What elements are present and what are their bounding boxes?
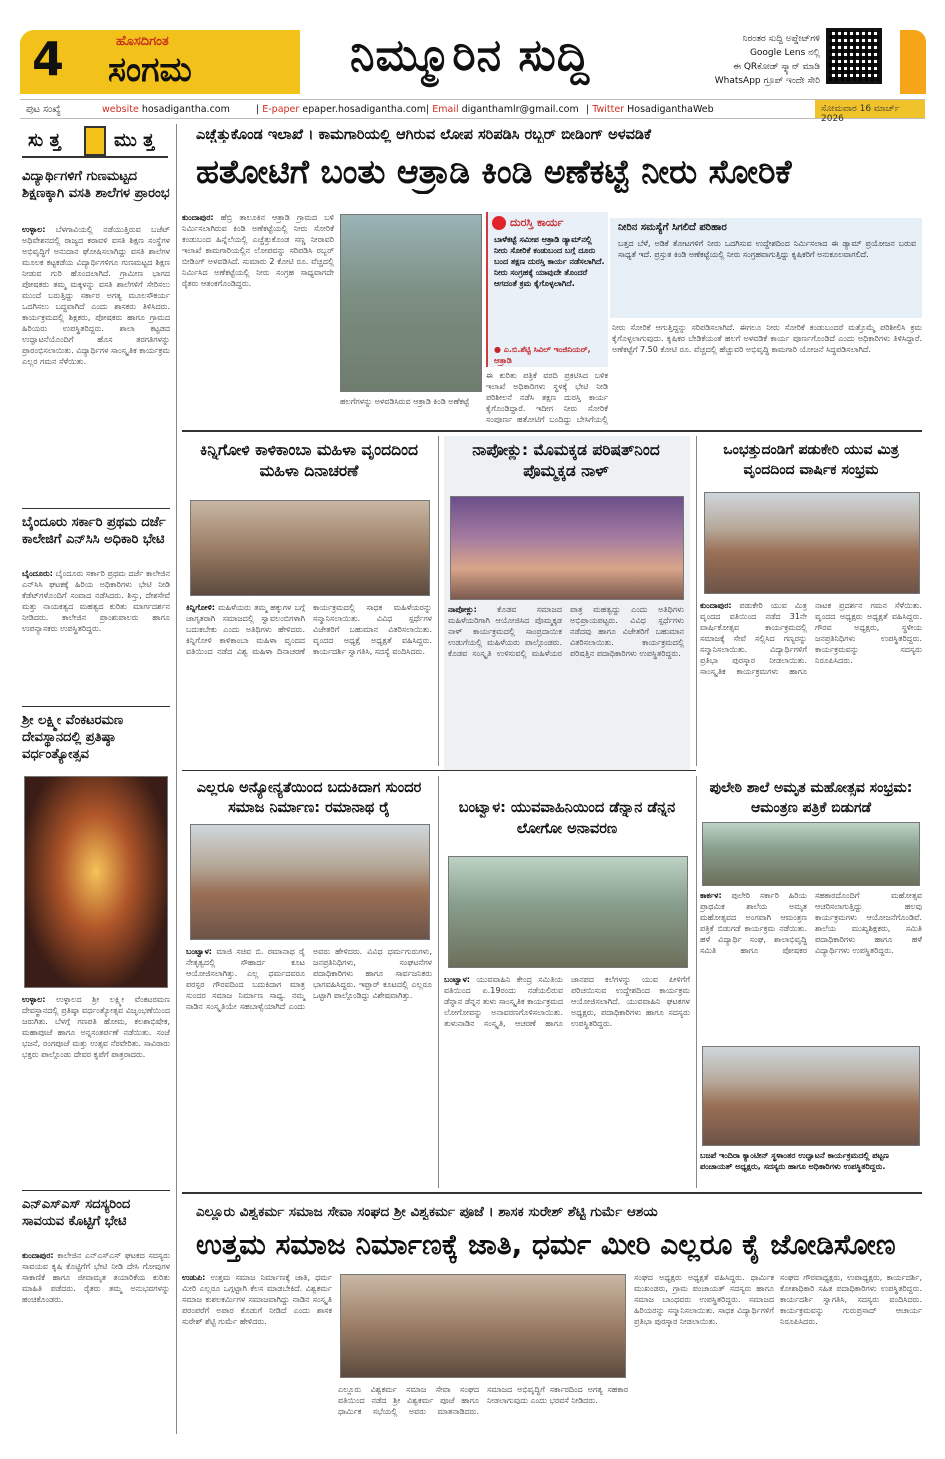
column-divider xyxy=(696,776,697,1188)
email-label: Email xyxy=(432,104,459,115)
pull-quote-author: ● ಎ.ಬಿ.ಶೆಟ್ಟಿ ಸಿವಿಲ್ ಇಂಜಿನಿಯರ್, ಆತ್ರಾಡಿ xyxy=(494,345,591,365)
dateline: ಬಂಟ್ವಾಳ: xyxy=(444,975,470,984)
article-text: ಪುಲೇಠಿ ಸರ್ಕಾರಿ ಹಿರಿಯ ಪ್ರಾಥಮಿಕ ಶಾಲೆಯ ಅಮೃತ ಮಹೋತ್ಸವದ ಅಂಗವಾಗಿ ಆಮಂತ್ರಣ ಪತ್ರಿಕೆ ಬಿಡುಗಡೆ ಕಾರ್ಯಕ್ರಮ ನಡೆಯಿತು. ಹಳೆ ವಿದ್ಯಾರ್ಥಿ ಸಂಘ, ಶಾಲಾಭಿವೃದ್ಧಿ ಸಮಿತಿ ಹಾಗೂ ಪೋಷಕರ ಸಹಕಾರದೊಂದಿಗೆ ಮಹೋತ್ಸವ ಆಚರಿಸಲಾಗುತ್ತಿದ್ದು ಹಲವು ಕಾರ್ಯಕ್ರಮಗಳು ಆಯೋಜನೆಗೊಂಡಿವೆ. ಶಾಲೆಯ ಮುಖ್ಯಶಿಕ್ಷಕರು, ಸಮಿತಿ ಪದಾಧಿಕಾರಿಗಳು ಹಾಗೂ ಹಳೆ ವಿದ್ಯಾರ್ಥಿಗಳು ಉಪಸ್ಥಿತರಿದ್ದರು. xyxy=(700,891,922,955)
article-denna xyxy=(444,974,690,1186)
section-header-suttamutta xyxy=(22,124,168,158)
epaper-link[interactable]: | E-paper epaper.hosadigantha.com xyxy=(256,104,426,115)
email-link[interactable]: | Email diganthamlr@gmail.com xyxy=(426,104,579,115)
website-link[interactable] xyxy=(102,104,230,115)
bottom-article-col1 xyxy=(182,1272,332,1432)
door-icon xyxy=(84,126,106,156)
qr-line-3: ಈ QRಕೋಡ್ ಸ್ಕ್ಯಾನ್ ಮಾಡಿ xyxy=(733,62,820,72)
side-info-text: ಬತ್ತದ ಬೆಳೆ, ಅಡಿಕೆ ತೋಟಗಳಿಗೆ ನೀರು ಒದಗಿಸುವ ಉದ್ದೇಶದಿಂದ ನಿರ್ಮಿಸಲಾದ ಈ ಡ್ಯಾಮ್ ಪ್ರಯೋಜನ ಬರುವ ಸಾಧ್ಯತೆ ಇದೆ. ಪ್ರಸ್ತುತ ಕಿಂಡಿ ಅಣೆಕಟ್ಟೆಯಲ್ಲಿ ನೀರು ಸಂಗ್ರಹವಾಗುತ್ತಿದ್ದು ಕೃಷಿಕರಿಗೆ ಅನುಕೂಲವಾಗಲಿದೆ. xyxy=(618,239,916,259)
dateline: ಕುಂದಾಪುರ: xyxy=(700,601,732,610)
dateline: ಕುಂದಾಪುರ: xyxy=(182,213,214,222)
denna-photo xyxy=(448,856,688,968)
bottom-article-col2: ಎಲ್ಲೂರು ವಿಶ್ವಕರ್ಮ ಸಮಾಜ ಸೇವಾ ಸಂಘದ ವತಿಯಿಂದ ನಡೆದ ಶ್ರೀ ವಿಶ್ವಕರ್ಮ ಪೂಜೆ ಹಾಗೂ ಧಾರ್ಮಿಕ ಸಭೆಯಲ್ಲಿ ಅವರು ಮಾತನಾಡಿದರು. ಸಮಾಜದ ಅಭಿವೃದ್ಧಿಗೆ ಸರ್ಕಾರದಿಂದ ಅಗತ್ಯ ಸಹಕಾರ ನೀಡಲಾಗುವುದು ಎಂದು ಭರವಸೆ ನೀಡಿದರು. xyxy=(338,1385,628,1416)
divider xyxy=(182,430,922,432)
epaper-value: epaper.hosadigantha.com xyxy=(302,104,426,115)
article-text: ಬೈಂದೂರು ಸರ್ಕಾರಿ ಪ್ರಥಮ ದರ್ಜೆ ಕಾಲೇಜಿನ ಎನ್‌ಸಿಸಿ ಘಟಕಕ್ಕೆ ಹಿರಿಯ ಅಧಿಕಾರಿಗಳು ಭೇಟಿ ನೀಡಿ ಕೆಡೆಟ್‌ಗಳೊಂದಿಗೆ ಸಂವಾದ ನಡೆಸಿದರು. ಶಿಸ್ತು, ದೇಶಸೇವೆ ಮತ್ತು ನಾಯಕತ್ವದ ಮಹತ್ವದ ಕುರಿತು ಮಾರ್ಗದರ್ಶನ ನೀಡಿದರು. ಕಾಲೇಜಿನ ಪ್ರಾಂಶುಪಾಲರು ಹಾಗೂ ಉಪನ್ಯಾಸಕರು ಉಪಸ್ಥಿತರಿದ್ದರು. xyxy=(22,569,170,633)
side-info-title: ನೀರಿನ ಸಮಸ್ಯೆಗೆ ಸಿಗಲಿದೆ ಪರಿಹಾರ xyxy=(618,222,727,233)
corner-accent xyxy=(900,30,926,94)
headline-napoklu[interactable]: ನಾಪೋಕ್ಲು: ಮೊಮಕ್ಕಡ ಪರಿಷತ್‌ನಿಂದ ಪೊಮ್ಮಕ್ಕಡ ನಾಳ್ xyxy=(472,441,660,480)
headline-puleeti[interactable]: ಪುಲೇಠಿ ಶಾಲೆ ಅಮೃತ ಮಹೋತ್ಸವ ಸಂಭ್ರಮ: ಆಮಂತ್ರಣ ಪತ್ರಿಕೆ ಬಿಡುಗಡೆ xyxy=(709,780,913,816)
dateline: ಕುಂದಾಪುರ: xyxy=(22,1251,54,1260)
pull-quote-box xyxy=(486,212,608,367)
info-bar xyxy=(20,99,925,124)
article-text: ಮಾಜಿ ಸಚಿವ ಬಿ. ರಮಾನಾಥ ರೈ ನೇತೃತ್ವದಲ್ಲಿ ಸೌಹಾರ್ದ ಕೂಟ ಆಯೋಜಿಸಲಾಗಿತ್ತು. ಎಲ್ಲ ಧರ್ಮದವರೂ ಪರಸ್ಪರ ಗೌರವದಿಂದ ಬದುಕಿದಾಗ ಮಾತ್ರ ಸುಂದರ ಸಮಾಜ ನಿರ್ಮಾಣ ಸಾಧ್ಯ. ನಮ್ಮ ನಾಡಿನ ಸಂಸ್ಕೃತಿಯೇ ಸಹಬಾಳ್ವೆಯಾಗಿದೆ ಎಂದು ಅವರು ಹೇಳಿದರು. ವಿವಿಧ ಧರ್ಮಗುರುಗಳು, ಜನಪ್ರತಿನಿಧಿಗಳು, ಸಂಘಟನೆಗಳ ಪದಾಧಿಕಾರಿಗಳು ಹಾಗೂ ಸಾರ್ವಜನಿಕರು ಭಾಗವಹಿಸಿದ್ದರು. ಇಫ್ತಾರ್ ಕೂಟದಲ್ಲಿ ಎಲ್ಲರೂ ಒಟ್ಟಾಗಿ ಪಾಲ್ಗೊಂಡಿದ್ದು ವಿಶೇಷವಾಗಿತ್ತು. xyxy=(186,947,432,1011)
divider xyxy=(182,770,696,771)
canteen-caption: ಬಜಪೆ ಇಂದಿರಾ ಕ್ಯಾಂಟೀನ್ ಸ್ಥಳಾಂತರ ಉದ್ಘಾಟನೆ ಕಾರ್ಯಕ್ರಮದಲ್ಲಿ ಪಟ್ಟಣ ಪಂಚಾಯತ್ ಅಧ್ಯಕ್ಷರು, ಸದಸ್ಯರು ಹಾಗೂ ಅಧಿಕಾರಿಗಳು ಉಪಸ್ಥಿತರಿದ್ದರು. xyxy=(700,1151,889,1171)
dateline: ಬೈಂದೂರು: xyxy=(22,569,53,578)
brand-small: ಹೊಸದಿಗಂತ xyxy=(116,34,169,49)
article-vasati xyxy=(22,224,170,506)
twitter-label: Twitter xyxy=(592,104,625,115)
top-article-col1 xyxy=(182,212,334,422)
article-ramanatha xyxy=(186,946,432,1186)
article-kinnigoli xyxy=(186,602,432,750)
headline-vasati[interactable]: ವಿದ್ಯಾರ್ಥಿಗಳಿಗೆ ಗುಣಮಟ್ಟದ ಶಿಕ್ಷಣಕ್ಕಾಗಿ ವಸತಿ ಶಾಲೆಗಳ ಪ್ರಾರಂಭ xyxy=(22,169,170,201)
dateline: ಕಿನ್ನಿಗೋಳಿ: xyxy=(186,603,215,612)
puleeti-photo xyxy=(702,822,920,886)
twitter-value: HosadiganthaWeb xyxy=(627,104,714,115)
pull-quote-text: ಬಾಳೆಕಟ್ಟೆ ಸಮೀಪ ಆತ್ರಾಡಿ ಡ್ಯಾಮ್‌ನಲ್ಲಿ ನೀರು ಸೋರಿಕೆ ಕಂಡುಬಂದ ಬಗ್ಗೆ ದೂರು ಬಂದ ತಕ್ಷಣ ದುರಸ್ತಿ ಕಾರ್ಯ ನಡೆಸಲಾಗಿದೆ. ನೀರು ಸಂಗ್ರಹಕ್ಕೆ ಯಾವುದೇ ತೊಂದರೆ ಆಗದಂತೆ ಕ್ರಮ ಕೈಗೊಳ್ಳಲಾಗಿದೆ. xyxy=(494,235,605,288)
article-text: ಮಹಿಳೆಯರು ತಮ್ಮ ಹಕ್ಕುಗಳ ಬಗ್ಗೆ ಜಾಗೃತರಾಗಿ ಸಮಾಜದಲ್ಲಿ ಸ್ವಾವಲಂಬಿಗಳಾಗಿ ಬದುಕಬೇಕು ಎಂದು ಅತಿಥಿಗಳು ಹೇಳಿದರು. ಕಿನ್ನಿಗೋಳಿ ಕಾಳಿಕಾಂಬಾ ಮಹಿಳಾ ವೃಂದದ ವತಿಯಿಂದ ನಡೆದ ವಿಶ್ವ ಮಹಿಳಾ ದಿನಾಚರಣೆ ಕಾರ್ಯಕ್ರಮದಲ್ಲಿ ಸಾಧಕ ಮಹಿಳೆಯರನ್ನು ಸನ್ಮಾನಿಸಲಾಯಿತು. ವಿವಿಧ ಸ್ಪರ್ಧೆಗಳ ವಿಜೇತರಿಗೆ ಬಹುಮಾನ ವಿತರಿಸಲಾಯಿತು. ವೃಂದದ ಅಧ್ಯಕ್ಷೆ ಅಧ್ಯಕ್ಷತೆ ವಹಿಸಿದ್ದರು. ಕಾರ್ಯದರ್ಶಿ ಸ್ವಾಗತಿಸಿ, ಸದಸ್ಯೆ ವಂದಿಸಿದರು. xyxy=(186,603,432,656)
headline-yuva[interactable]: ಒಂಭತ್ತುದಂಡಿಗೆ ಪಡುಕೇರಿ ಯುವ ಮಿತ್ರ ವೃಂದದಿಂದ ವಾರ್ಷಿಕ ಸಂಭ್ರಮ xyxy=(723,442,899,478)
column-divider xyxy=(438,436,439,766)
column-divider xyxy=(176,124,177,1434)
divider xyxy=(182,1192,922,1194)
dam-photo xyxy=(340,214,482,392)
alert-icon xyxy=(492,216,506,230)
article-yuva xyxy=(700,600,922,764)
headline-denna[interactable]: ಬಂಟ್ವಾಳ: ಯುವವಾಹಿನಿಯಿಂದ ಡೆನ್ನಾನ ಡೆನ್ನನ ಲೋಗೋ ಅನಾವರಣ xyxy=(458,800,676,837)
email-value: diganthamlr@gmail.com xyxy=(461,104,579,115)
headline-temple[interactable]: ಶ್ರೀ ಲಕ್ಷ್ಮೀ ವೆಂಕಟರಮಣ ದೇವಸ್ಥಾನದಲ್ಲಿ ಪ್ರತಿಷ್ಠಾ ವರ್ಧಂತ್ಯೋತ್ಸವ xyxy=(22,713,124,762)
top-article-col4: ನೀರು ಸೋರಿಕೆ ಆಗುತ್ತಿದ್ದನ್ನು ಸರಿಪಡಿಸಲಾಗಿದೆ. ಈಗಲೂ ನೀರು ಸೋರಿಕೆ ಕಂಡುಬಂದರೆ ಮತ್ತೊಮ್ಮೆ ಪರಿಶೀಲಿಸಿ ಕ್ರಮ ಕೈಗೊಳ್ಳಲಾಗುವುದು. ಕೃಷಿಕರ ಬೇಡಿಕೆಯಂತೆ ಹಲಗೆ ಅಳವಡಿಕೆ ಕಾರ್ಯ ಪೂರ್ಣಗೊಂಡಿದೆ ಎಂದು ಅಧಿಕಾರಿಗಳು ತಿಳಿಸಿದ್ದಾರೆ. ಅಣೆಕಟ್ಟೆಗೆ 7.50 ಕೋಟಿ ರೂ. ವೆಚ್ಚದಲ್ಲಿ ಹೆಚ್ಚುವರಿ ಅಭಿವೃದ್ಧಿ ಕಾಮಗಾರಿ ಯೋಜನೆ ಸಿದ್ಧಪಡಿಸಲಾಗಿದೆ. xyxy=(612,323,922,354)
article-text: ಕಾಲೇಜಿನ ಎನ್ಎಸ್ಎಸ್ ಘಟಕದ ಸದಸ್ಯರು ಸಾವಯವ ಕೃಷಿ ಕೊಟ್ಟಿಗೆಗೆ ಭೇಟಿ ನೀಡಿ ದೇಸಿ ಗೋವುಗಳ ಸಾಕಾಣಿಕೆ ಹಾಗೂ ಜೀವಾಮೃತ ತಯಾರಿಕೆಯ ಕುರಿತು ಮಾಹಿತಿ ಪಡೆದರು. ರೈತರು ತಮ್ಮ ಅನುಭವಗಳನ್ನು ಹಂಚಿಕೊಂಡರು. xyxy=(22,1251,170,1304)
napoklu-photo xyxy=(450,496,684,600)
column-divider xyxy=(438,776,439,1188)
epaper-label: E-paper xyxy=(262,104,300,115)
masthead xyxy=(20,28,925,98)
website-label: website xyxy=(102,104,139,115)
column-divider xyxy=(696,436,697,766)
bottom-headline[interactable]: ಉತ್ತಮ ಸಮಾಜ ನಿರ್ಮಾಣಕ್ಕೆ ಜಾತಿ, ಧರ್ಮ ಮೀರಿ ಎಲ್ಲರೂ ಕೈ ಜೋಡಿಸೋಣ xyxy=(196,1228,896,1261)
qr-line-1: ನಿರಂತರ ಸುದ್ದಿ ಅಪ್ಡೇಟ್‌ಗಳಿ xyxy=(742,34,820,44)
article-puleeti xyxy=(700,890,922,1042)
article-byndoor xyxy=(22,568,170,704)
article-temple xyxy=(22,994,170,1188)
canteen-photo xyxy=(702,1046,920,1146)
temple-photo xyxy=(24,776,168,988)
page-number: 4 xyxy=(32,32,65,86)
vishwakarma-photo xyxy=(340,1274,626,1378)
pull-quote-title: ದುರಸ್ತಿ ಕಾರ್ಯ xyxy=(510,216,564,229)
divider xyxy=(22,706,170,707)
section-title: ನಿಮ್ಮೂರಿನ ಸುದ್ದಿ xyxy=(350,30,591,81)
bottom-kicker: ಎಲ್ಲೂರು ವಿಶ್ವಕರ್ಮ ಸಮಾಜ ಸೇವಾ ಸಂಘದ ಶ್ರೀ ವಿಶ್ವಕರ್ಮ ಪೂಜೆ । ಶಾಸಕ ಸುರೇಶ್ ಶೆಟ್ಟಿ ಗುರ್ಮೆ ಆಶಯ xyxy=(196,1204,658,1220)
divider xyxy=(22,1190,170,1191)
qr-line-2: Google Lens ನಲ್ಲಿ xyxy=(749,48,820,58)
article-text: ಹೆಬ್ರಿ ತಾಲೂಕಿನ ಆತ್ರಾಡಿ ಗ್ರಾಮದ ಬಳಿ ನಿರ್ಮಿಸಲಾಗಿರುವ ಕಿಂಡಿ ಅಣೆಕಟ್ಟೆಯಲ್ಲಿ ನೀರು ಸೋರಿಕೆ ಕಂಡುಬಂದ ಹಿನ್ನೆಲೆಯಲ್ಲಿ ಎಚ್ಚೆತ್ತುಕೊಂಡ ಸಣ್ಣ ನೀರಾವರಿ ಇಲಾಖೆ ಕಾಮಗಾರಿಯಲ್ಲಿನ ಲೋಪವನ್ನು ಸರಿಪಡಿಸಿ ರಬ್ಬರ್ ಬೀಡಿಂಗ್ ಅಳವಡಿಸಿದೆ. ಸುಮಾರು 2 ಕೋಟಿ ರೂ. ವೆಚ್ಚದಲ್ಲಿ ನಿರ್ಮಿಸಿದ ಅಣೆಕಟ್ಟೆಯಲ್ಲಿ ನೀರು ಸಂಗ್ರಹ ಸಾಧ್ಯವಾಗದೇ ರೈತರು ಆತಂಕಗೊಂಡಿದ್ದರು. xyxy=(182,213,334,288)
dateline: ಉಳ್ಳಾಲ: xyxy=(22,225,46,234)
article-napoklu xyxy=(448,604,684,766)
kinnigoli-photo xyxy=(190,500,430,596)
top-headline[interactable]: ಹತೋಟಿಗೆ ಬಂತು ಆತ್ರಾಡಿ ಕಿಂಡಿ ಅಣೆಕಟ್ಟೆ ನೀರು ಸೋರಿಕೆ xyxy=(196,152,792,191)
dateline: ಕಾರ್ಕಳ: xyxy=(700,891,722,900)
dateline: ಬಂಟ್ವಾಳ: xyxy=(186,947,212,956)
issue-date: ಸೋಮವಾರ 16 ಮಾರ್ಚ್ 2026 xyxy=(815,100,925,118)
headline-byndoor[interactable]: ಬೈಂದೂರು ಸರ್ಕಾರಿ ಪ್ರಥಮ ದರ್ಜೆ ಕಾಲೇಜಿಗೆ ಎನ್‌ಸಿಸಿ ಅಧಿಕಾರಿ ಭೇಟಿ xyxy=(22,515,166,547)
article-text: ಉಳ್ಳಾಲದ ಶ್ರೀ ಲಕ್ಷ್ಮೀ ವೆಂಕಟರಮಣ ದೇವಸ್ಥಾನದಲ್ಲಿ ಪ್ರತಿಷ್ಠಾ ವರ್ಧಂತ್ಯೋತ್ಸವ ವಿಜೃಂಭಣೆಯಿಂದ ಜರುಗಿತು. ಬೆಳಗ್ಗೆ ಗಣಪತಿ ಹೋಮ, ಕಲಶಾಭಿಷೇಕ, ಮಹಾಪೂಜೆ ಹಾಗೂ ಅನ್ನಸಂತರ್ಪಣೆ ನಡೆಯಿತು. ಸಂಜೆ ಭಜನೆ, ರಂಗಪೂಜೆ ಮತ್ತು ಉತ್ಸವ ನೆರವೇರಿತು. ಸಾವಿರಾರು ಭಕ್ತರು ಪಾಲ್ಗೊಂಡು ದೇವರ ಕೃಪೆಗೆ ಪಾತ್ರರಾದರು. xyxy=(22,995,170,1059)
top-kicker: ಎಚ್ಚೆತ್ತುಕೊಂಡ ಇಲಾಖೆ । ಕಾಮಗಾರಿಯಲ್ಲಿ ಆಗಿರುವ ಲೋಪ ಸರಿಪಡಿಸಿ ರಬ್ಬರ್ ಬೀಡಿಂಗ್ ಅಳವಡಿಕೆ xyxy=(196,127,652,143)
bottom-article-col4: ಸಂಘದ ಗೌರವಾಧ್ಯಕ್ಷರು, ಉಪಾಧ್ಯಕ್ಷರು, ಕಾರ್ಯದರ್ಶಿ, ಕೋಶಾಧಿಕಾರಿ ಸಹಿತ ಪದಾಧಿಕಾರಿಗಳು ಉಪಸ್ಥಿತರಿದ್ದರು. ಕಾರ್ಯದರ್ಶಿ ಸ್ವಾಗತಿಸಿ, ಸದಸ್ಯರು ವಂದಿಸಿದರು. ಕಾರ್ಯಕ್ರಮವನ್ನು ಗುರುಪ್ರಸಾದ್ ಆಚಾರ್ಯ ನಿರೂಪಿಸಿದರು. xyxy=(780,1273,922,1326)
qr-code-icon[interactable] xyxy=(826,28,882,84)
headline-kinnigoli[interactable]: ಕಿನ್ನಿಗೋಳಿ ಕಾಳಿಕಾಂಬಾ ಮಹಿಳಾ ವೃಂದದಿಂದ ಮಹಿಳಾ ದಿನಾಚರಣೆ xyxy=(199,441,419,480)
article-text: ಪಡುಕೇರಿ ಯುವ ಮಿತ್ರ ವೃಂದದ ವತಿಯಿಂದ ನಡೆದ 31ನೇ ವಾರ್ಷಿಕೋತ್ಸವ ಕಾರ್ಯಕ್ರಮದಲ್ಲಿ ಸಮಾಜಕ್ಕೆ ಸೇವೆ ಸಲ್ಲಿಸಿದ ಗಣ್ಯರನ್ನು ಸನ್ಮಾನಿಸಲಾಯಿತು. ವಿದ್ಯಾರ್ಥಿಗಳಿಗೆ ಪ್ರತಿಭಾ ಪುರಸ್ಕಾರ ನೀಡಲಾಯಿತು. ಸಾಂಸ್ಕೃತಿಕ ಕಾರ್ಯಕ್ರಮಗಳು ಹಾಗೂ ನಾಟಕ ಪ್ರದರ್ಶನ ಗಮನ ಸೆಳೆಯಿತು. ವೃಂದದ ಅಧ್ಯಕ್ಷರು ಅಧ್ಯಕ್ಷತೆ ವಹಿಸಿದ್ದರು. ಗೌರವ ಅಧ್ಯಕ್ಷರು, ಸ್ಥಳೀಯ ಜನಪ್ರತಿನಿಧಿಗಳು ಉಪಸ್ಥಿತರಿದ್ದರು. ಕಾರ್ಯಕ್ರಮವನ್ನು ಸದಸ್ಯರು ನಿರೂಪಿಸಿದರು. xyxy=(700,601,922,676)
qr-instructions xyxy=(708,32,820,88)
article-text: ಯುವವಾಹಿನಿ ಕೇಂದ್ರ ಸಮಿತಿಯ ವತಿಯಿಂದ ಏ.19ರಂದು ನಡೆಯಲಿರುವ ಡೆನ್ನಾನ ಡೆನ್ನನ ತುಳು ಸಾಂಸ್ಕೃತಿಕ ಕಾರ್ಯಕ್ರಮದ ಲೋಗೋವನ್ನು ಅನಾವರಣಗೊಳಿಸಲಾಯಿತು. ತುಳುನಾಡಿನ ಸಂಸ್ಕೃತಿ, ಆಚರಣೆ ಹಾಗೂ ಜಾನಪದ ಕಲೆಗಳನ್ನು ಯುವ ಪೀಳಿಗೆಗೆ ಪರಿಚಯಿಸುವ ಉದ್ದೇಶದಿಂದ ಕಾರ್ಯಕ್ರಮ ಆಯೋಜಿಸಲಾಗಿದೆ. ಯುವವಾಹಿನಿ ಘಟಕಗಳ ಅಧ್ಯಕ್ಷರು, ಪದಾಧಿಕಾರಿಗಳು ಹಾಗೂ ಸದಸ್ಯರು ಉಪಸ್ಥಿತರಿದ್ದರು. xyxy=(444,975,690,1028)
article-text: ಬೆಳಗಾವಿಯಲ್ಲಿ ನಡೆಯುತ್ತಿರುವ ಬಜೆಟ್ ಅಧಿವೇಶನದಲ್ಲಿ ರಾಜ್ಯದ ಕರಾವಳಿ ವಸತಿ ಶಿಕ್ಷಣ ಸಂಸ್ಥೆಗಳ ಅಭಿವೃದ್ಧಿಗೆ ಅನುದಾನ ಘೋಷಿಸಲಾಗಿದ್ದು ವಸತಿ ಶಾಲೆಗಳ ಮೂಲಕ ಕಟ್ಟಕಡೆಯ ವಿದ್ಯಾರ್ಥಿಗಳಿಗೂ ಗುಣಮಟ್ಟದ ಶಿಕ್ಷಣ ನೀಡುವ ಗುರಿ ಹೊಂದಲಾಗಿದೆ. ಗ್ರಾಮೀಣ ಭಾಗದ ಪೋಷಕರು ತಮ್ಮ ಮಕ್ಕಳನ್ನು ವಸತಿ ಶಾಲೆಗಳಿಗೆ ಸೇರಿಸಲು ಮುಂದೆ ಬರುತ್ತಿದ್ದು ಸರ್ಕಾರ ಅಗತ್ಯ ಮೂಲಸೌಕರ್ಯ ಒದಗಿಸಲು ಬದ್ಧವಾಗಿದೆ ಎಂದು ಶಾಸಕರು ತಿಳಿಸಿದರು. ಕಾರ್ಯಕ್ರಮದಲ್ಲಿ ಶಿಕ್ಷಕರು, ಪೋಷಕರು ಹಾಗೂ ಗ್ರಾಮದ ಹಿರಿಯರು ಉಪಸ್ಥಿತರಿದ್ದರು. ಶಾಲಾ ಕಟ್ಟಡದ ಉದ್ಘಾಟನೆಯೊಂದಿಗೆ ಹೊಸ ತರಗತಿಗಳನ್ನು ಪ್ರಾರಂಭಿಸಲಾಯಿತು. ವಿದ್ಯಾರ್ಥಿಗಳ ಸಾಂಸ್ಕೃತಿಕ ಕಾರ್ಯಕ್ರಮ ಎಲ್ಲರ ಗಮನ ಸೆಳೆಯಿತು. xyxy=(22,225,170,366)
dateline: ಉಡುಪಿ: xyxy=(182,1273,206,1282)
headline-nss[interactable]: ಎನ್ಎಸ್ಎಸ್ ಸದಸ್ಯರಿಂದ ಸಾವಯವ ಕೊಟ್ಟಿಗೆ ಭೇಟಿ xyxy=(22,1197,131,1229)
section-right-label: ಮು ತ್ತ xyxy=(114,130,155,151)
divider xyxy=(22,508,170,509)
website-value: hosadigantha.com xyxy=(141,104,230,115)
qr-line-4: WhatsApp ಗ್ರೂಪ್ ಇಂದೇ ಸೇರಿ xyxy=(714,76,820,86)
top-article-col3: ಈ ಕುರಿತು ಪತ್ರಿಕೆ ವರದಿ ಪ್ರಕಟಿಸಿದ ಬಳಿಕ ಇಲಾಖೆ ಅಧಿಕಾರಿಗಳು ಸ್ಥಳಕ್ಕೆ ಭೇಟಿ ನೀಡಿ ಪರಿಶೀಲನೆ ನಡೆಸಿ ತಕ್ಷಣ ದುರಸ್ತಿ ಕಾರ್ಯ ಕೈಗೊಂಡಿದ್ದಾರೆ. ಇದೀಗ ನೀರು ಸೋರಿಕೆ ಸಂಪೂರ್ಣ ಹತೋಟಿಗೆ ಬಂದಿದ್ದು ಬೇಸಿಗೆಯಲ್ಲಿ xyxy=(486,371,608,424)
article-text: ಕೊಡವ ಸಮಾಜದ ಮಹಿಳೆಯರಿಗಾಗಿ ಆಯೋಜಿಸಿದ ಪೊಮ್ಮಕ್ಕಡ ನಾಳ್ ಕಾರ್ಯಕ್ರಮದಲ್ಲಿ ಸಾಂಪ್ರದಾಯಿಕ ಉಡುಗೆಯಲ್ಲಿ ಮಹಿಳೆಯರು ಪಾಲ್ಗೊಂಡರು. ಕೊಡವ ಸಂಸ್ಕೃತಿ ಉಳಿಸುವಲ್ಲಿ ಮಹಿಳೆಯರ ಪಾತ್ರ ಮಹತ್ವದ್ದು ಎಂದು ಅತಿಥಿಗಳು ಅಭಿಪ್ರಾಯಪಟ್ಟರು. ವಿವಿಧ ಸ್ಪರ್ಧೆಗಳು ನಡೆದವು ಹಾಗೂ ವಿಜೇತರಿಗೆ ಬಹುಮಾನ ವಿತರಿಸಲಾಯಿತು. ಕಾರ್ಯಕ್ರಮದಲ್ಲಿ ಪರಿಷತ್ತಿನ ಪದಾಧಿಕಾರಿಗಳು ಉಪಸ್ಥಿತರಿದ್ದರು. xyxy=(448,605,684,658)
dam-photo-caption: ಹಲಗೆಗಳನ್ನು ಅಳವಡಿಸಿರುವ ಆತ್ರಾಡಿ ಕಿಂಡಿ ಅಣೆಕಟ್ಟೆ xyxy=(340,397,470,406)
article-text: ಉತ್ತಮ ಸಮಾಜ ನಿರ್ಮಾಣಕ್ಕೆ ಜಾತಿ, ಧರ್ಮ ಮೀರಿ ಎಲ್ಲರೂ ಒಗ್ಗಟ್ಟಾಗಿ ಕೆಲಸ ಮಾಡಬೇಕಿದೆ. ವಿಶ್ವಕರ್ಮ ಸಮಾಜ ಕುಶಲಕರ್ಮಿಗಳ ಸಮಾಜವಾಗಿದ್ದು ನಾಡಿನ ಸಂಸ್ಕೃತಿ ಪರಂಪರೆಗೆ ಅಪಾರ ಕೊಡುಗೆ ನೀಡಿದೆ ಎಂದು ಶಾಸಕ ಸುರೇಶ್ ಶೆಟ್ಟಿ ಗುರ್ಮೆ ಹೇಳಿದರು. xyxy=(182,1273,332,1326)
headline-ramanatha[interactable]: ಎಲ್ಲರೂ ಅನ್ಯೋನ್ಯತೆಯಿಂದ ಬದುಕಿದಾಗ ಸುಂದರ ಸಮಾಜ ನಿರ್ಮಾಣ: ರಮಾನಾಥ ರೈ xyxy=(196,780,422,816)
dateline: ಉಳ್ಳಾಲ: xyxy=(22,995,46,1004)
side-info-box xyxy=(610,218,922,318)
section-left-label: ಸು ತ್ತ xyxy=(28,130,61,151)
ramanatha-photo xyxy=(190,824,430,940)
twitter-link[interactable]: | Twitter HosadiganthaWeb xyxy=(586,104,714,115)
brand-name: ಸಂಗಮ xyxy=(108,50,192,90)
edition-label: ಪುಟ ಸಂಖ್ಯೆ xyxy=(26,104,61,115)
bottom-article-col3: ಸಂಘದ ಅಧ್ಯಕ್ಷರು ಅಧ್ಯಕ್ಷತೆ ವಹಿಸಿದ್ದರು. ಧಾರ್ಮಿಕ ಮುಖಂಡರು, ಗ್ರಾಮ ಪಂಚಾಯತ್ ಸದಸ್ಯರು ಹಾಗೂ ಸಮಾಜ ಬಾಂಧವರು ಉಪಸ್ಥಿತರಿದ್ದರು. ಸಮಾಜದ ಹಿರಿಯರನ್ನು ಸನ್ಮಾನಿಸಲಾಯಿತು. ಸಾಧಕ ವಿದ್ಯಾರ್ಥಿಗಳಿಗೆ ಪ್ರತಿಭಾ ಪುರಸ್ಕಾರ ನೀಡಲಾಯಿತು. xyxy=(634,1273,774,1326)
yuva-photo xyxy=(704,492,920,594)
article-nss xyxy=(22,1250,170,1430)
dateline: ನಾಪೋಕ್ಲು: xyxy=(448,605,477,614)
